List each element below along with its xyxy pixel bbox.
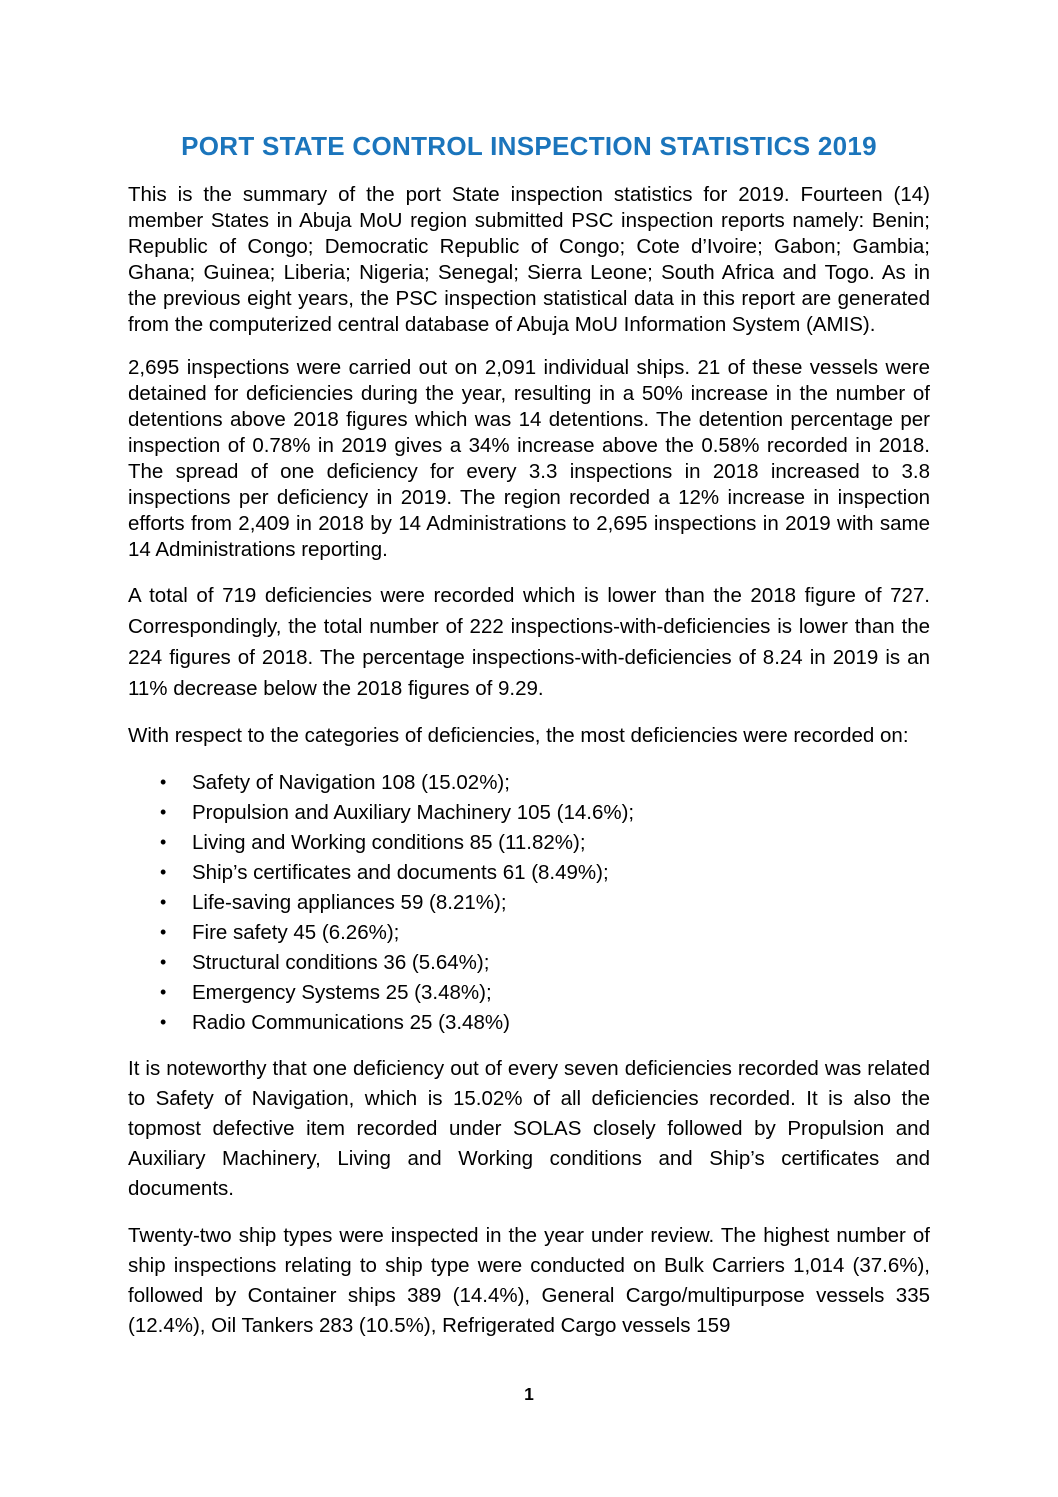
list-item-structural-conditions [128, 948, 930, 978]
paragraph-summary-intro: This is the summary of the port State inspection statistics for 2019. Fourteen (14) member States in Abuja MoU region submitted PSC inspection reports namely: Benin; Republic of Congo; Democratic Republic of Congo; Cote d’Ivoire; Gabon; Gambia; Ghana; Guinea; Liberia; Nigeria; Senegal; Sierra Leone; South Africa and Togo. As in the previous eight years, the PSC inspection statistical data in this report are generated from the computerized central database of Abuja MoU Information System (AMIS). [128, 183, 930, 336]
list-item-label: Propulsion and Auxiliary Machinery 105 (14.6%); [192, 801, 635, 824]
list-item-label: Radio Communications 25 (3.48%) [192, 1011, 510, 1034]
list-item-label: Structural conditions 36 (5.64%); [192, 951, 490, 974]
list-item-radio-communications [128, 1008, 930, 1038]
bullet-icon: • [160, 1012, 167, 1032]
bullet-icon: • [160, 892, 167, 912]
list-item-label: Life-saving appliances 59 (8.21%); [192, 891, 507, 914]
paragraph-categories-intro: With respect to the categories of deficiencies, the most deficiencies were recorded on: [128, 724, 909, 747]
list-item-propulsion-machinery [128, 798, 930, 828]
paragraph-ship-types: Twenty-two ship types were inspected in the year under review. The highest number of ship inspections relating to ship type were conducted on Bulk Carriers 1,014 (37.6%), followed by Container ships 389 (14.4%), General Cargo/multipurpose vessels 335 (12.4%), Oil Tankers 283 (10.5%), Refrigerated Cargo vessels 159 [128, 1224, 930, 1337]
document-title: PORT STATE CONTROL INSPECTION STATISTICS 2019 [181, 131, 877, 161]
paragraph-inspection-stats: 2,695 inspections were carried out on 2,091 individual ships. 21 of these vessels were detained for deficiencies during the year, resulting in a 50% increase in the number of detentions above 2018 figures which was 14 detentions. The detention percentage per inspection of 0.78% in 2019 gives a 34% increase above the 0.58% recorded in 2018. The spread of one deficiency for every 3.3 inspections in 2018 increased to 3.8 inspections per deficiency in 2019. The region recorded a 12% increase in inspection efforts from 2,409 in 2018 by 14 Administrations to 2,695 inspections in 2019 with same 14 Administrations reporting. [128, 356, 930, 561]
page-number: 1 [524, 1384, 534, 1404]
list-item-label: Living and Working conditions 85 (11.82%); [192, 831, 586, 854]
list-item-label: Ship’s certificates and documents 61 (8.49%); [192, 861, 609, 884]
list-item-label: Safety of Navigation 108 (15.02%); [192, 771, 510, 794]
paragraph-safety-navigation-note: It is noteworthy that one deficiency out of every seven deficiencies recorded was related to Safety of Navigation, which is 15.02% of all deficiencies recorded. It is also the topmost defective item recorded under SOLAS closely followed by Propulsion and Auxiliary Machinery, Living and Working conditions and Ship’s certificates and documents. [128, 1057, 930, 1200]
list-item-label: Emergency Systems 25 (3.48%); [192, 981, 492, 1004]
list-item-emergency-systems [128, 978, 930, 1008]
bullet-icon: • [160, 772, 167, 792]
bullet-icon: • [160, 952, 167, 972]
deficiency-category-list [128, 768, 930, 1038]
paragraph-deficiency-totals: A total of 719 deficiencies were recorded which is lower than the 2018 figure of 727. Correspondingly, the total number of 222 inspections-with-deficiencies is lower than the 224 figures of 2018. The percentage inspections-with-deficiencies of 8.24 in 2019 is an 11% decrease below the 2018 figures of 9.29. [128, 584, 930, 700]
bullet-icon: • [160, 922, 167, 942]
list-item-life-saving-appliances [128, 888, 930, 918]
bullet-icon: • [160, 982, 167, 1002]
list-item-label: Fire safety 45 (6.26%); [192, 921, 400, 944]
bullet-icon: • [160, 862, 167, 882]
list-item-ships-certificates [128, 858, 930, 888]
list-item-fire-safety [128, 918, 930, 948]
list-item-safety-of-navigation [128, 768, 930, 798]
bullet-icon: • [160, 832, 167, 852]
list-item-living-working-conditions [128, 828, 930, 858]
bullet-icon: • [160, 802, 167, 822]
